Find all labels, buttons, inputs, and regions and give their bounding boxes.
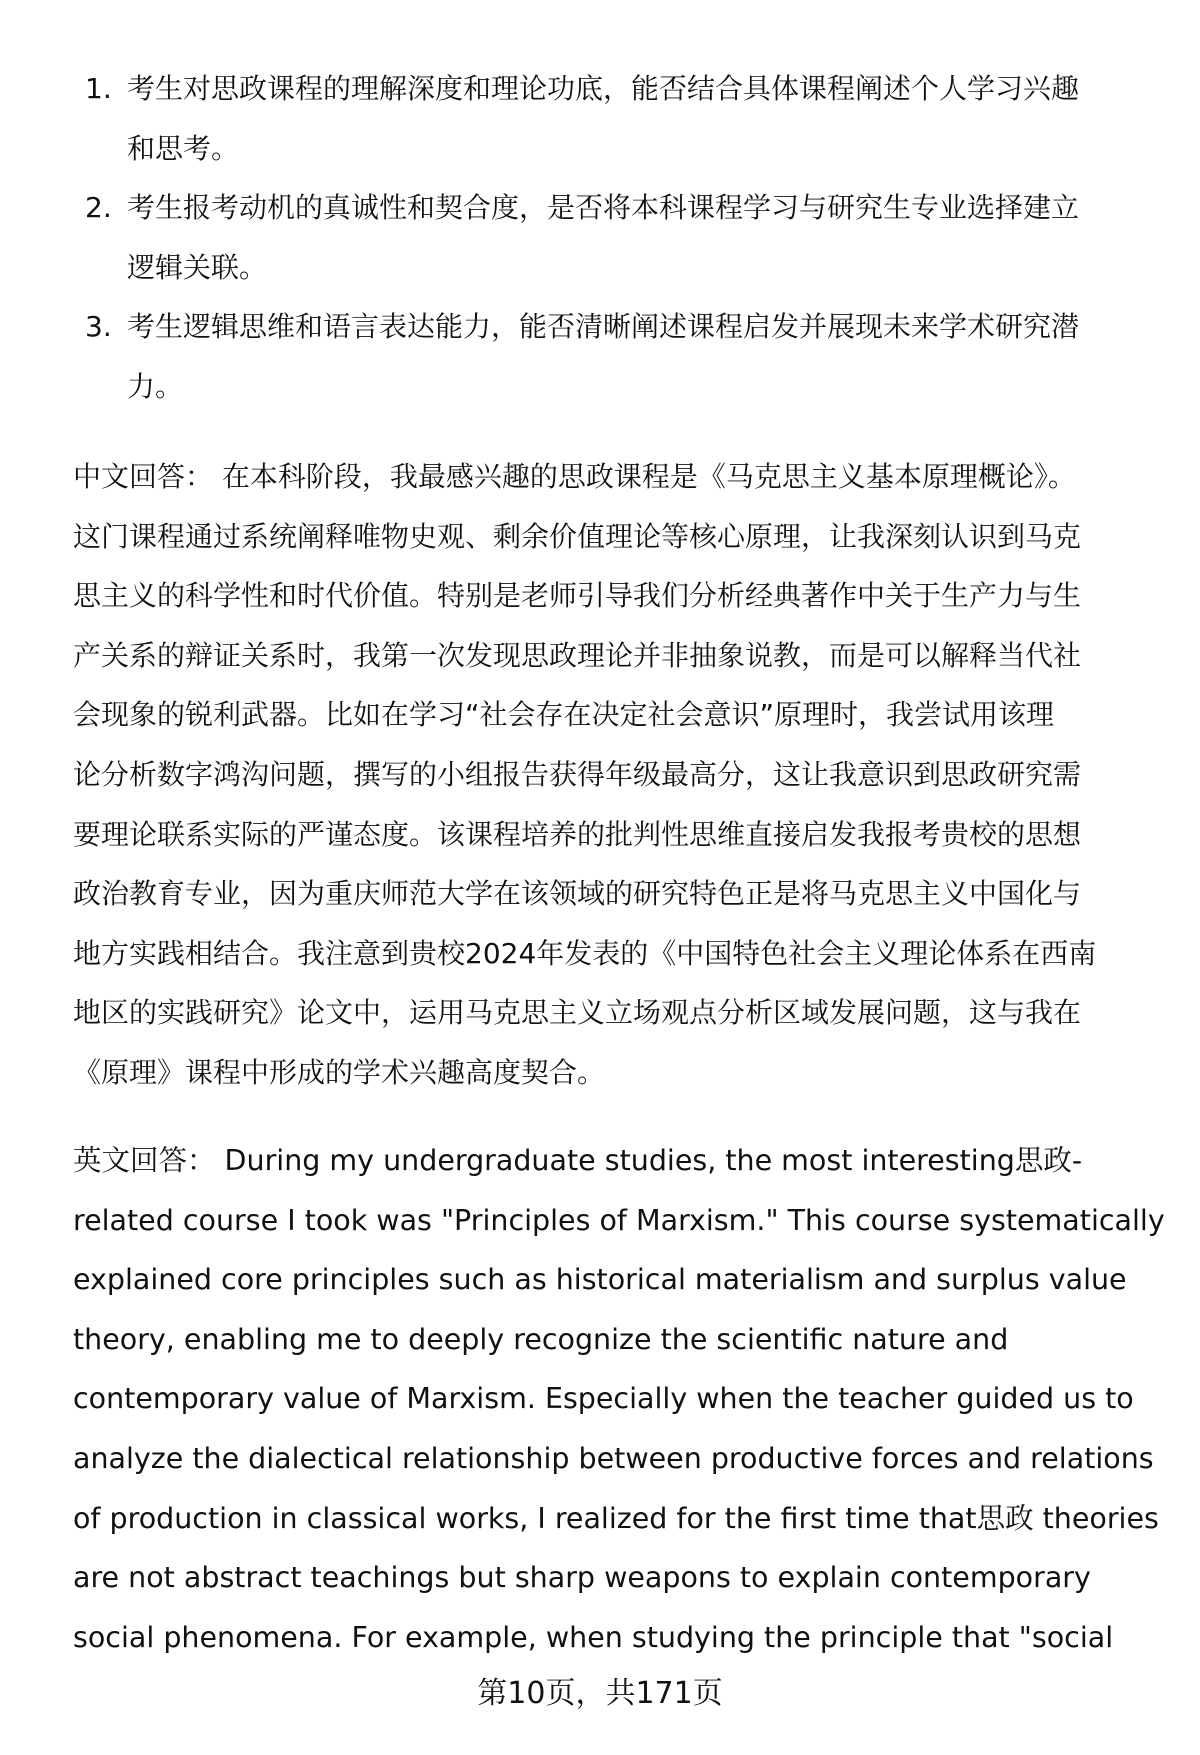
chinese-answer-line: 论分析数字鸿沟问题，撰写的小组报告获得年级最高分，这让我意识到思政研究需 <box>73 758 1082 791</box>
chinese-answer-line: 《原理》课程中形成的学术兴趣高度契合。 <box>73 1056 606 1089</box>
chinese-answer-line: 政治教育专业，因为重庆师范大学在该领域的研究特色正是将马克思主义中国化与 <box>73 877 1082 911</box>
english-answer-line: explained core principles such as historical materialism and surplus value <box>73 1263 1127 1297</box>
chinese-answer-line: 中文回答： 在本科阶段，我最感兴趣的思政课程是《马克思主义基本原理概论》。 <box>73 460 1076 493</box>
criteria-line: 逻辑关联。 <box>127 250 268 284</box>
chinese-answer-line: 这门课程通过系统阐释唯物史观、剩余价值理论等核心原理，让我深刻认识到马克 <box>73 519 1082 553</box>
english-answer-line: contemporary value of Marxism. Especially when the teacher guided us to <box>73 1382 1134 1416</box>
english-answer-line: related course I took was "Principles of Marxism." This course systematically <box>73 1203 1165 1237</box>
chinese-answer-line: 地区的实践研究》论文中，运用马克思主义立场观点分析区域发展问题，这与我在 <box>73 996 1082 1030</box>
criteria-line: 考生逻辑思维和语言表达能力，能否清晰阐述课程启发并展现未来学术研究潜 <box>127 310 1080 344</box>
english-answer-line: 英文回答： During my undergraduate studies, the most interesting思政- <box>73 1144 1083 1177</box>
english-answer-line: social phenomena. For example, when studying the principle that "social <box>73 1620 1114 1654</box>
english-answer-line: of production in classical works, I realized for the first time that思政 theories <box>73 1501 1159 1535</box>
chinese-answer-line: 产关系的辩证关系时，我第一次发现思政理论并非抽象说教，而是可以解释当代社 <box>73 638 1082 672</box>
chinese-answer-line: 会现象的锐利武器。比如在学习“社会存在决定社会意识”原理时，我尝试用该理 <box>73 698 1055 732</box>
criteria-line: 考生报考动机的真诚性和契合度，是否将本科课程学习与研究生专业选择建立 <box>127 191 1080 225</box>
criteria-line: 和思考。 <box>127 131 240 165</box>
english-answer-line: are not abstract teachings but sharp weapons to explain contemporary <box>73 1561 1091 1595</box>
english-answer-line: theory, enabling me to deeply recognize the scientific nature and <box>73 1322 1009 1356</box>
list-number: 2. <box>85 191 112 225</box>
criteria-line: 考生对思政课程的理解深度和理论功底，能否结合具体课程阐述个人学习兴趣 <box>127 72 1080 105</box>
list-number: 1. <box>85 72 112 105</box>
chinese-answer-line: 要理论联系实际的严谨态度。该课程培养的批判性思维直接启发我报考贵校的思想 <box>73 817 1082 851</box>
page-number: 第10页，共171页 <box>477 1676 723 1711</box>
list-number: 3. <box>85 310 112 344</box>
chinese-answer-line: 思主义的科学性和时代价值。特别是老师引导我们分析经典著作中关于生产力与生 <box>73 579 1082 613</box>
chinese-answer-line: 地方实践相结合。我注意到贵校2024年发表的《中国特色社会主义理论体系在西南 <box>73 936 1097 970</box>
criteria-line: 力。 <box>127 370 184 403</box>
english-answer-line: analyze the dialectical relationship between productive forces and relations <box>73 1442 1154 1475</box>
